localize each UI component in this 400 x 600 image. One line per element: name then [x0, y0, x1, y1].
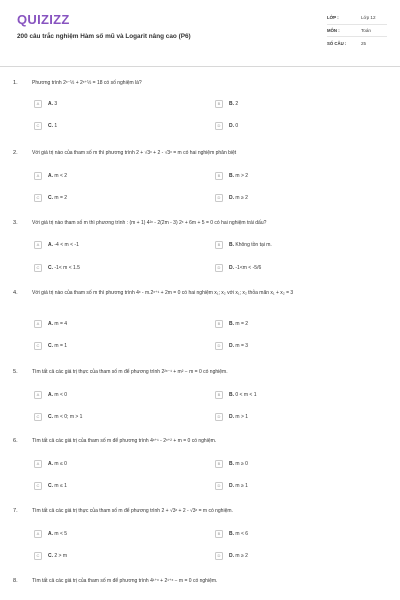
question-number: 5. — [13, 369, 18, 375]
option-c[interactable]: C C. m = 1 — [34, 340, 194, 351]
option-c[interactable]: C C. 2 > m — [34, 550, 194, 561]
option-c[interactable]: C C. 1 — [34, 120, 194, 131]
option-box[interactable]: B — [215, 100, 223, 108]
question-text: Với giá trị nào của tham số m thì phương trình 2 + √3ˣ + 2 - √3ˣ = m có hai nghiệm phân biệt — [32, 150, 237, 156]
option-box[interactable]: D — [215, 482, 223, 490]
option-box[interactable]: A — [34, 460, 42, 468]
meta-row-subject — [327, 25, 387, 38]
question-number: 2. — [13, 150, 18, 156]
option-box[interactable]: D — [215, 552, 223, 560]
option-a[interactable]: A A. m < 5 — [34, 528, 194, 539]
option-box[interactable]: D — [215, 413, 223, 421]
option-b[interactable]: B B. m = 2 — [215, 318, 375, 329]
option-c[interactable]: C C. -1< m < 1.5 — [34, 262, 194, 273]
question-text: Tìm tất cả các giá trị thực của tham số m để phương trình 2²ˣ⁻¹ + m² − m = 0 có nghiệm. — [32, 369, 228, 375]
option-b[interactable]: B B. m < 6 — [215, 528, 375, 539]
worksheet-header — [0, 0, 400, 64]
option-box[interactable]: D — [215, 264, 223, 272]
option-box[interactable]: C — [34, 552, 42, 560]
question-number: 1. — [13, 80, 18, 86]
option-d[interactable]: D D. -1<m < -5/6 — [215, 262, 375, 273]
option-box[interactable]: A — [34, 320, 42, 328]
option-box[interactable]: B — [215, 320, 223, 328]
option-box[interactable]: D — [215, 194, 223, 202]
option-b[interactable]: B B. 0 < m < 1 — [215, 389, 375, 400]
option-box[interactable]: B — [215, 460, 223, 468]
option-c[interactable]: C C. m < 0; m > 1 — [34, 411, 194, 422]
option-a[interactable]: A A. m < 2 — [34, 170, 194, 181]
option-d[interactable]: D D. m = 3 — [215, 340, 375, 351]
option-box[interactable]: C — [34, 122, 42, 130]
option-box[interactable]: C — [34, 194, 42, 202]
question-number: 6. — [13, 438, 18, 444]
meta-value: Toán — [361, 27, 371, 33]
option-d[interactable]: D D. m ≥ 1 — [215, 480, 375, 491]
header-divider — [0, 66, 400, 67]
option-b[interactable]: B B. m ≥ 0 — [215, 458, 375, 469]
option-box[interactable]: C — [34, 342, 42, 350]
page-title: 200 câu trắc nghiệm Hàm số mũ và Logarit nâng cao (P6) — [17, 33, 191, 40]
option-d[interactable]: D D. m ≥ 2 — [215, 550, 375, 561]
meta-value: Lớp 12 — [361, 15, 376, 21]
option-d[interactable]: D D. m ≥ 2 — [215, 192, 375, 203]
option-a[interactable]: A A. -4 < m < -1 — [34, 239, 194, 250]
option-d[interactable]: D D. m > 1 — [215, 411, 375, 422]
option-box[interactable]: A — [34, 241, 42, 249]
meta-label: MÔN : — [327, 27, 340, 33]
option-a[interactable]: A A. 3 — [34, 98, 194, 109]
option-box[interactable]: D — [215, 122, 223, 130]
option-box[interactable]: C — [34, 264, 42, 272]
meta-label: LỚP : — [327, 15, 339, 21]
question-text: Với giá trị nào tham số m thì phương trình : (m + 1) 4²ˣ - 2(2m - 3) 2ˣ + 6m + 5 = 0 có hai nghiệm trái dấu? — [32, 220, 267, 226]
option-box[interactable]: A — [34, 172, 42, 180]
meta-value: 25 — [361, 40, 367, 46]
option-box[interactable]: B — [215, 172, 223, 180]
option-b[interactable]: B B. m > 2 — [215, 170, 375, 181]
question-number: 7. — [13, 508, 18, 514]
meta-label: SỐ CÂU : — [327, 40, 347, 46]
quizizz-logo[interactable]: QUIZIZZ — [17, 12, 70, 27]
question-number: 3. — [13, 220, 18, 226]
option-b[interactable]: B B. 2 — [215, 98, 375, 109]
option-box[interactable]: B — [215, 241, 223, 249]
option-box[interactable]: A — [34, 391, 42, 399]
question-text: Tìm tất cả các giá trị thực của tham số m để phương trình 2 + √3ˣ + 2 - √3ˣ = m có nghiệm. — [32, 508, 233, 514]
option-b[interactable]: B B. Không tồn tại m. — [215, 239, 375, 250]
question-number: 4. — [13, 290, 18, 296]
option-box[interactable]: C — [34, 482, 42, 490]
option-a[interactable]: A A. m = 4 — [34, 318, 194, 329]
option-a[interactable]: A A. m < 0 — [34, 389, 194, 400]
option-box[interactable]: A — [34, 530, 42, 538]
question-text: Phương trình 2ˣ⁻½ + 2ˣ⁺½ = 18 có số nghiệm là? — [32, 80, 142, 86]
option-box[interactable]: C — [34, 413, 42, 421]
question-number: 8. — [13, 578, 18, 584]
meta-row-class — [327, 12, 387, 25]
option-c[interactable]: C C. m = 2 — [34, 192, 194, 203]
meta-row-count — [327, 37, 387, 50]
option-box[interactable]: B — [215, 530, 223, 538]
option-a[interactable]: A A. m ≤ 0 — [34, 458, 194, 469]
question-text: Với giá trị nào của tham số m thì phương trình 4ˣ - m.2ˣ⁺¹ + 2m = 0 có hai nghiệm x₁; x₂ với x₁; x₂ thỏa mãn x₁ + x₂ = 3 — [32, 290, 294, 296]
question-text: Tìm tất cả các giá trị của tham số m để phương trình 4ˣ⁺¹ - 2ˣ⁺² + m = 0 có nghiệm. — [32, 438, 217, 444]
worksheet-meta — [327, 12, 387, 50]
option-box[interactable]: A — [34, 100, 42, 108]
option-box[interactable]: B — [215, 391, 223, 399]
option-c[interactable]: C C. m ≤ 1 — [34, 480, 194, 491]
question-text: Tìm tất cả các giá trị của tham số m để phương trình 4¹⁺ˣ + 2¹⁺ˣ − m = 0 có nghiệm. — [32, 578, 218, 584]
option-box[interactable]: D — [215, 342, 223, 350]
option-d[interactable]: D D. 0 — [215, 120, 375, 131]
